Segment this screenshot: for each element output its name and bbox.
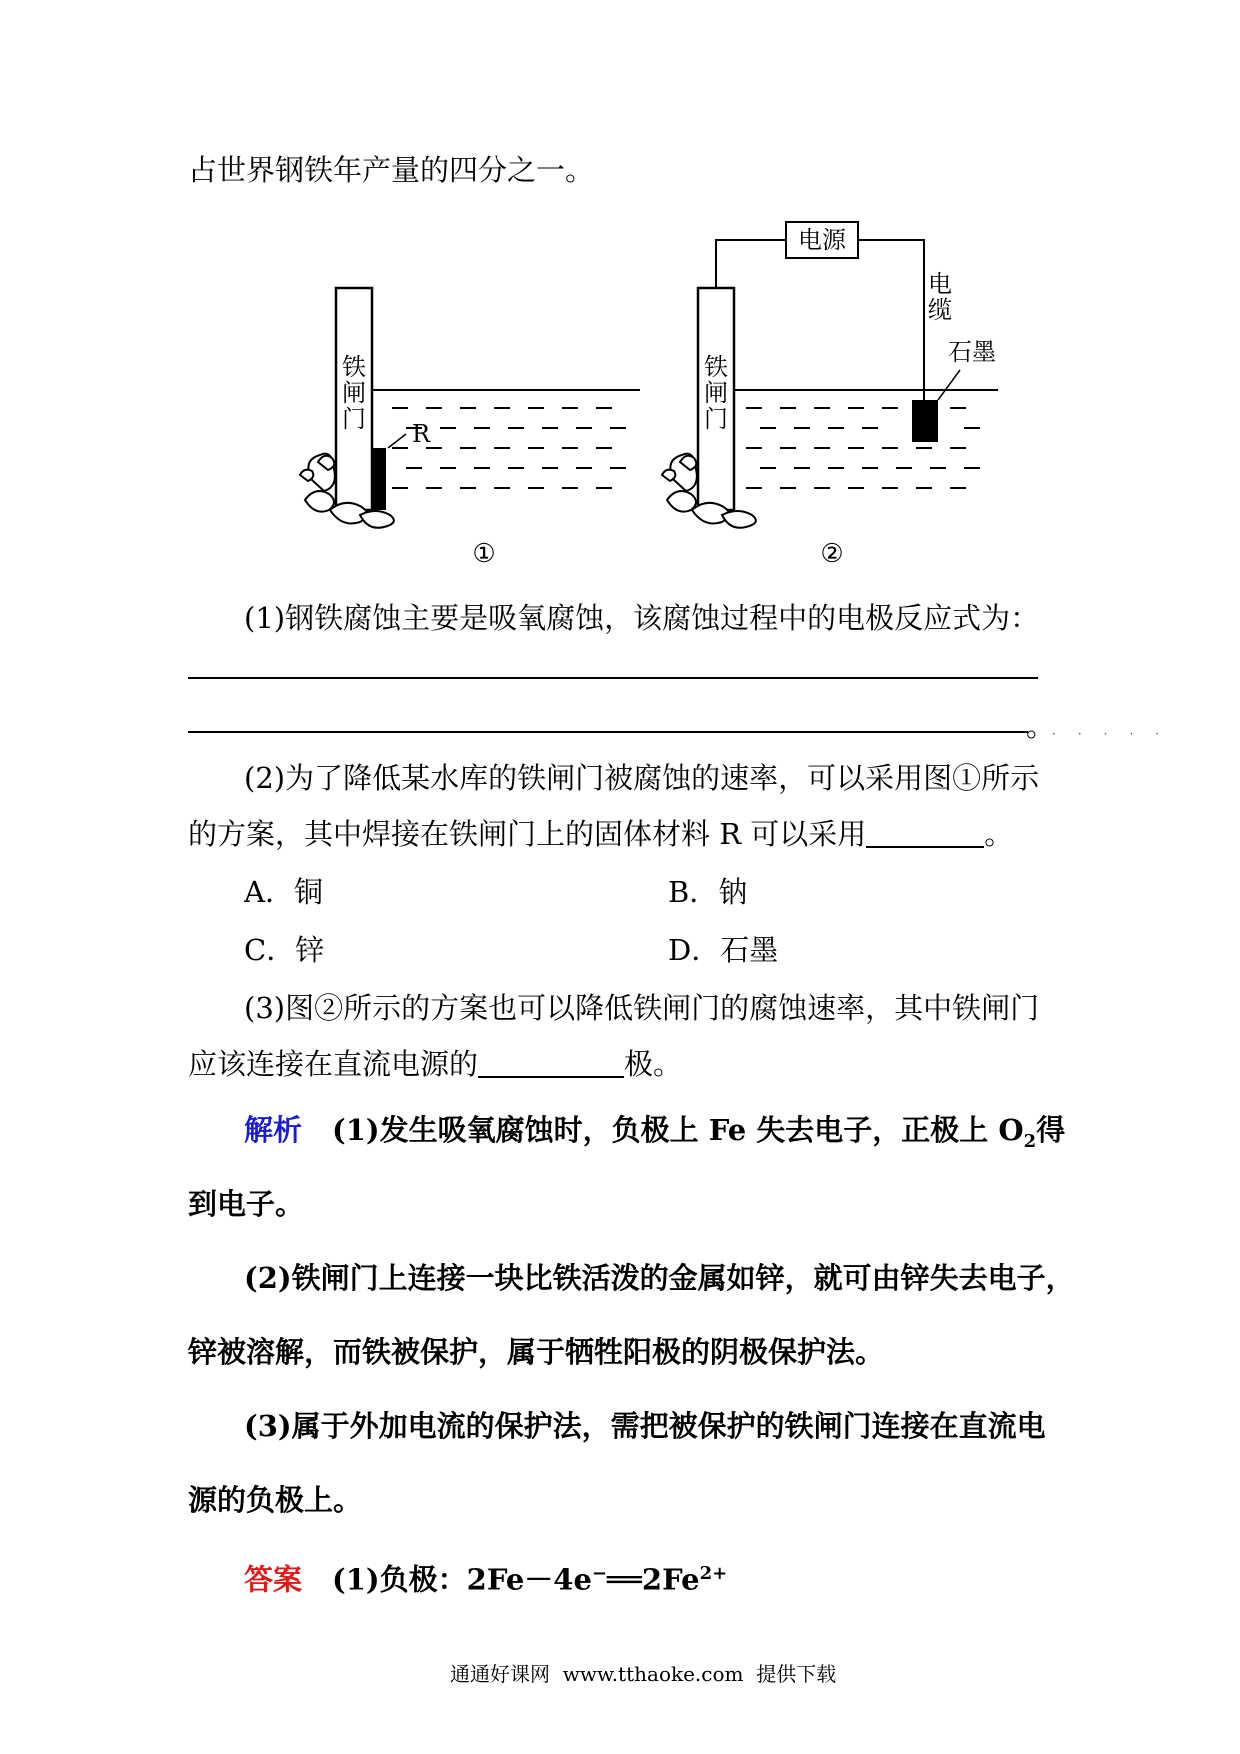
analysis-label: 解析 [244,1113,303,1147]
question-1: (1)钢铁腐蚀主要是吸氧腐蚀，该腐蚀过程中的电极反应式为： [244,601,1040,635]
gate-label-1 [342,353,366,433]
corrosion-protection-diagrams [0,0,1240,600]
label-char: 门 [704,405,728,433]
dot-leader: ····· [1052,727,1182,741]
analysis-paragraph-1: 解析 (1)发生吸氧腐蚀时，负极上 Fe 失去电子，正极上 $O_2$得 [244,1113,1066,1152]
label-char: 缆 [928,296,952,324]
footer [450,1658,836,1687]
analysis-paragraph-1-line-2: 到电子。 [188,1187,305,1221]
intro-text: 占世界钢铁年产量的四分之一。 [188,153,595,187]
graphite-label: 石墨 [948,338,996,366]
graphite-leader-line [938,370,960,400]
cable-right [858,240,924,400]
figure-1 [300,288,640,569]
blank-3[interactable] [478,1046,624,1078]
figure-2-caption: ② [820,539,844,569]
footer-tail: 提供下载 [756,1662,837,1686]
analysis-paragraph-2-line-2: 锌被溶解，而铁被保护，属于牺牲阳极的阴极保护法。 [188,1335,885,1369]
label-char: 闸 [342,379,366,407]
figure-2 [662,222,998,569]
label-char: 铁 [342,353,366,381]
label-char: 铁 [704,353,728,381]
footer-url[interactable]: www.tthaoke.com [562,1662,744,1686]
material-r-label: R [412,420,431,448]
question-3-line-1: (3)图②所示的方案也可以降低铁闸门的腐蚀速率，其中铁闸门 [244,991,1040,1025]
question-2-line-1: (2)为了降低某水库的铁闸门被腐蚀的速率，可以采用图①所示 [244,761,1040,795]
material-r-block [372,448,386,510]
graphite-electrode [912,400,938,442]
label-char: 门 [342,405,366,433]
r-leader-line [388,434,406,448]
footer-site-name: 通通好课网 [450,1662,550,1686]
answer-line-2[interactable] [188,731,1028,733]
question-1-end: 。 [1026,709,1056,743]
option-c: C．锌 [244,933,325,967]
option-d: D．石墨 [668,933,779,967]
water-dashes-2 [746,408,980,488]
cable-label [928,270,952,324]
analysis-paragraph-2: (2)铁闸门上连接一块比铁活泼的金属如锌，就可由锌失去电子， [244,1261,1075,1295]
option-b: B．钠 [668,875,748,909]
label-char: 电 [928,270,952,298]
question-3-line-2: 应该连接在直流电源的 极。 [188,1047,683,1081]
answer-label: 答案 [244,1562,303,1597]
figure-1-caption: ① [472,539,496,569]
gate-label-2 [704,353,728,433]
label-char: 闸 [704,379,728,407]
answer-line-1[interactable] [188,677,1038,679]
analysis-paragraph-3: (3)属于外加电流的保护法，需把被保护的铁闸门连接在直流电 [244,1409,1046,1443]
power-source-label: 电源 [798,226,846,254]
question-2-line-2: 的方案，其中焊接在铁闸门上的固体材料 R 可以采用 。 [188,817,1014,851]
analysis-paragraph-3-line-2: 源的负极上。 [188,1483,363,1517]
cable-left [716,240,786,288]
answer-paragraph-1: 答案 (1)负极：$2Fe-4e^-══2Fe^{2+}$ [244,1562,728,1597]
option-a: A．铜 [244,875,323,909]
blank-2[interactable] [866,816,984,848]
